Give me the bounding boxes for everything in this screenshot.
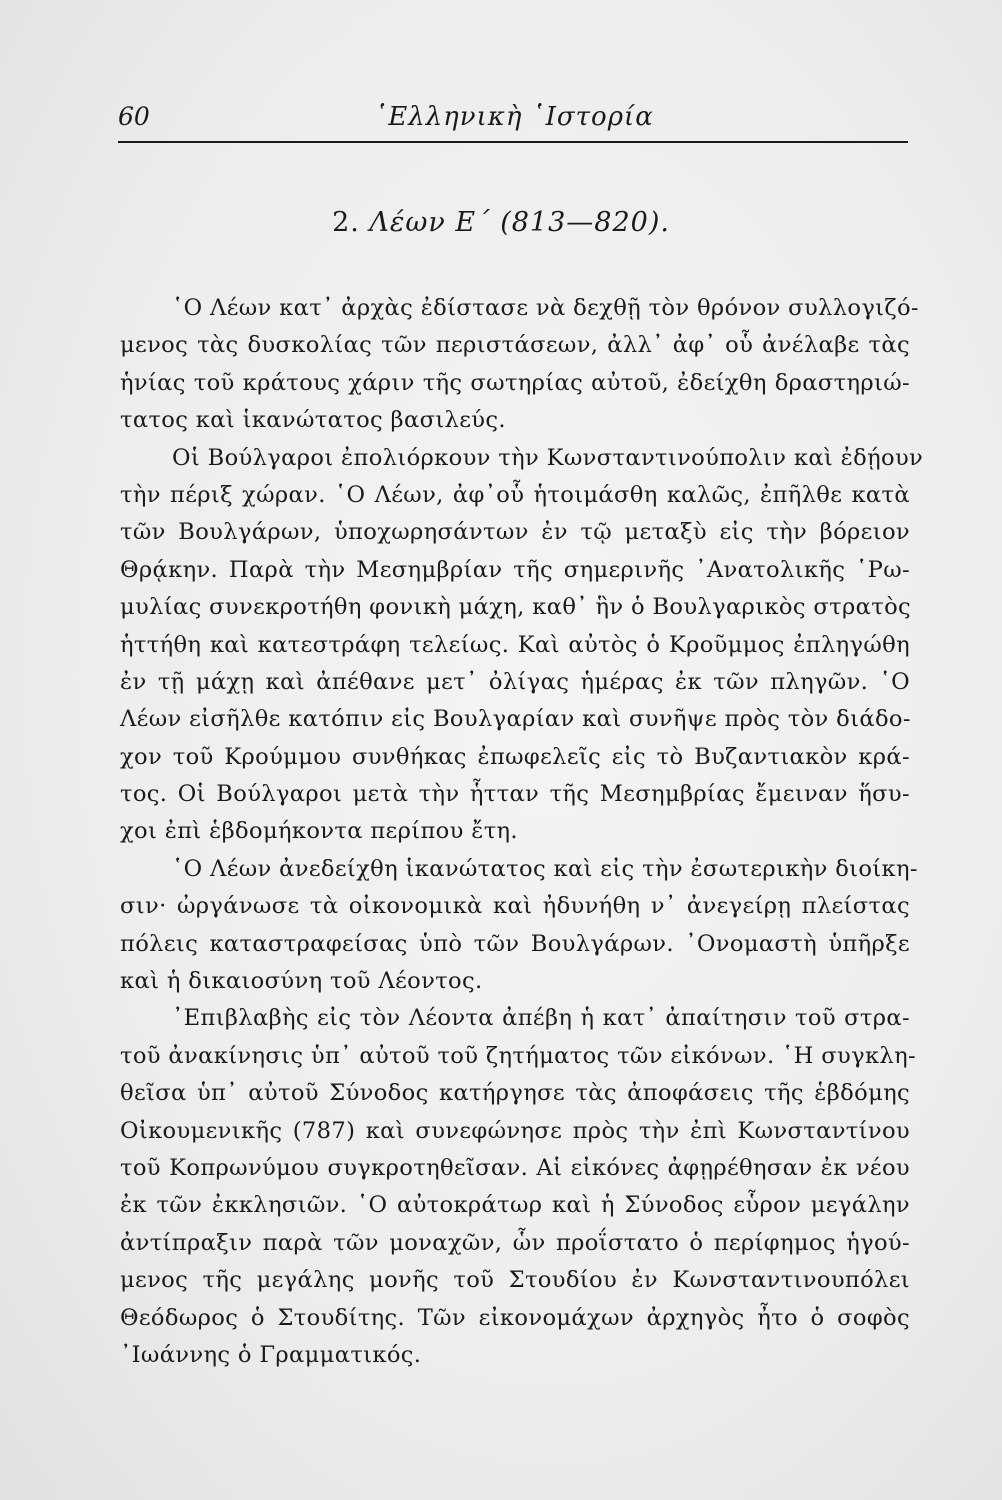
text-line: ἡνίας τοῦ κράτους χάριν τῆς σωτηρίας αὐτοῦ, ἐδείχθη δραστηριώ- bbox=[120, 369, 910, 396]
text-line: ᾿Επιβλαβὴς εἰς τὸν Λέοντα ἀπέβη ἡ κατ᾽ ἀπαίτησιν τοῦ στρα- bbox=[172, 1005, 910, 1032]
text-line: ἐν τῇ μάχῃ καὶ ἀπέθανε μετ᾽ ὀλίγας ἡμέρας ἐκ τῶν πληγῶν. ῾Ο bbox=[120, 668, 910, 695]
text-line: ἡττήθη καὶ κατεστράφη τελείως. Καὶ αὐτὸς ὁ Κροῦμμος ἐπληγώθη bbox=[120, 631, 910, 658]
text-line: Θεόδωρος ὁ Στουδίτης. Τῶν εἰκονομάχων ἀρχηγὸς ἦτο ὁ σοφὸς bbox=[120, 1304, 910, 1331]
text-line: τῶν Βουλγάρων, ὑποχωρησάντων ἐν τῷ μεταξὺ εἰς τὴν βόρειον bbox=[120, 519, 910, 546]
page-number: 60 bbox=[118, 102, 150, 131]
running-title: ῾Ελληνικὴ ῾Ιστορία bbox=[374, 102, 654, 132]
section-title: Λέων Ε΄ (813—820). bbox=[369, 207, 670, 238]
text-line: χον τοῦ Κρούμμου συνθήκας ἐπωφελεῖς εἰς τὸ Βυζαντιακὸν κρά- bbox=[120, 743, 910, 770]
text-line: Οἰκουμενικῆς (787) καὶ συνεφώνησε πρὸς τὴν ἐπὶ Κωνσταντίνου bbox=[120, 1117, 910, 1144]
text-line: χοι ἐπὶ ἑβδομήκοντα περίπου ἔτη. bbox=[120, 818, 518, 845]
text-line: ᾿Ιωάννης ὁ Γραμματικός. bbox=[120, 1341, 422, 1368]
text-line: Θρᾴκην. Παρὰ τὴν Μεσημβρίαν τῆς σημερινῆς ᾿Ανατολικῆς ῾Ρω- bbox=[120, 556, 910, 583]
text-line: τοῦ ἀνακίνησις ὑπ᾽ αὐτοῦ τοῦ ζητήματος τῶν εἰκόνων. ῾Η συγκλη- bbox=[120, 1042, 916, 1069]
text-line: τατος καὶ ἱκανώτατος βασιλεύς. bbox=[120, 407, 506, 434]
text-line: θεῖσα ὑπ᾽ αὐτοῦ Σύνοδος κατήργησε τὰς ἀποφάσεις τῆς ἑβδόμης bbox=[120, 1080, 910, 1107]
text-line: μενος τῆς μεγάλης μονῆς τοῦ Στουδίου ἐν Κωνσταντινουπόλει bbox=[120, 1267, 910, 1294]
text-line: τὴν πέριξ χώραν. ῾Ο Λέων, ἀφ᾽οὗ ἡτοιμάσθη καλῶς, ἐπῆλθε κατὰ bbox=[120, 481, 910, 508]
text-line: ἐκ τῶν ἐκκλησιῶν. ῾Ο αὐτοκράτωρ καὶ ἡ Σύνοδος εὗρον μεγάλην bbox=[120, 1192, 910, 1219]
section-heading bbox=[0, 207, 1002, 238]
body-text bbox=[120, 290, 924, 1374]
text-line: Οἱ Βούλγαροι ἐπολιόρκουν τὴν Κωνσταντινούπολιν καὶ ἐδῄουν bbox=[172, 444, 924, 471]
text-line: ῾Ο Λέων ἀνεδείχθη ἱκανώτατος καὶ εἰς τὴν ἐσωτερικὴν διοίκη- bbox=[172, 855, 918, 882]
text-line: μενος τὰς δυσκολίας τῶν περιστάσεων, ἀλλ᾽ ἀφ᾽ οὗ ἀνέλαβε τὰς bbox=[120, 332, 910, 359]
text-line: τοῦ Κοπρωνύμου συγκροτηθεῖσαν. Αἱ εἰκόνες ἀφῃρέθησαν ἐκ νέου bbox=[120, 1154, 910, 1181]
text-line: ῾Ο Λέων κατ᾽ ἀρχὰς ἐδίστασε νὰ δεχθῇ τὸν θρόνον συλλογιζό- bbox=[172, 295, 919, 321]
text-line: καὶ ἡ δικαιοσύνη τοῦ Λέοντος. bbox=[120, 968, 483, 995]
text-line: σιν· ὠργάνωσε τὰ οἰκονομικὰ καὶ ἠδυνήθη ν᾽ ἀνεγείρῃ πλείστας bbox=[120, 893, 910, 920]
text-line: μυλίας συνεκροτήθη φονικὴ μάχη, καθ᾽ ἣν ὁ Βουλγαρικὸς στρατὸς bbox=[120, 594, 912, 621]
text-line: πόλεις καταστραφείσας ὑπὸ τῶν Βουλγάρων. ᾿Ονομαστὴ ὑπῆρξε bbox=[120, 930, 910, 957]
header-rule bbox=[118, 141, 908, 143]
text-line: ἀντίπραξιν παρὰ τῶν μοναχῶν, ὧν προΐστατο ὁ περίφημος ἡγού- bbox=[120, 1229, 910, 1256]
text-line: Λέων εἰσῆλθε κατόπιν εἰς Βουλγαρίαν καὶ συνῆψε πρὸς τὸν διάδο- bbox=[120, 706, 911, 733]
page-header bbox=[118, 100, 910, 144]
section-number: 2. bbox=[332, 207, 360, 238]
text-line: τος. Οἱ Βούλγαροι μετὰ τὴν ἧτταν τῆς Μεσημβρίας ἔμειναν ἥσυ- bbox=[120, 781, 910, 808]
